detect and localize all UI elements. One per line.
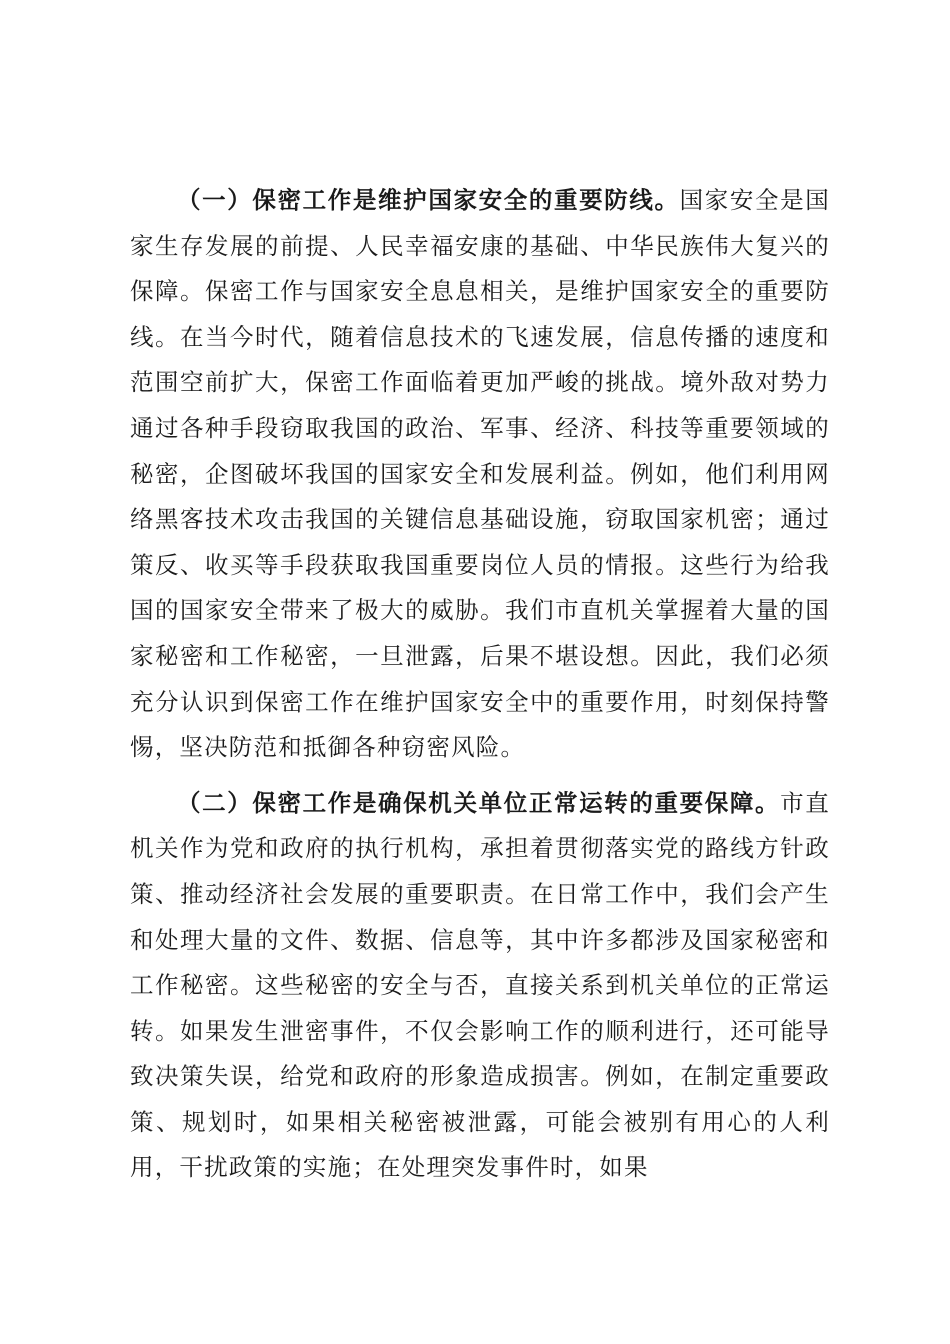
paragraph-2-body: 市直机关作为党和政府的执行机构，承担着贯彻落实党的路线方针政策、推动经济社会发展的重要职责。在日常工作中，我们会产生和处理大量的文件、数据、信息等，其中许多都涉及国家秘密和工作秘密。这些秘密的安全与否，直接关系到机关单位的正常运转。如果发生泄密事件，不仅会影响工作的顺利进行，还可能导致决策失误，给党和政府的形象造成损害。例如，在制定重要政策、规划时，如果相关秘密被泄露，可能会被别有用心的人利用，干扰政策的实施；在处理突发事件时，如果 xyxy=(130,788,830,1182)
paragraph-1 xyxy=(130,178,830,771)
paragraph-1-heading: （一）保密工作是维护国家安全的重要防线。 xyxy=(177,186,680,214)
paragraph-1-body: 国家安全是国家生存发展的前提、人民幸福安康的基础、中华民族伟大复兴的保障。保密工作与国家安全息息相关，是维护国家安全的重要防线。在当今时代，随着信息技术的飞速发展，信息传播的速度和范围空前扩大，保密工作面临着更加严峻的挑战。境外敌对势力通过各种手段窃取我国的政治、军事、经济、科技等重要领域的秘密，企图破坏我国的国家安全和发展利益。例如，他们利用网络黑客技术攻击我国的关键信息基础设施，窃取国家机密；通过策反、收买等手段获取我国重要岗位人员的情报。这些行为给我国的国家安全带来了极大的威胁。我们市直机关掌握着大量的国家秘密和工作秘密，一旦泄露，后果不堪设想。因此，我们必须充分认识到保密工作在维护国家安全中的重要作用，时刻保持警惕，坚决防范和抵御各种窃密风险。 xyxy=(130,186,830,762)
paragraph-2-heading: （二）保密工作是确保机关单位正常运转的重要保障。 xyxy=(177,788,781,817)
document-body xyxy=(130,178,830,1201)
paragraph-2 xyxy=(130,781,830,1191)
